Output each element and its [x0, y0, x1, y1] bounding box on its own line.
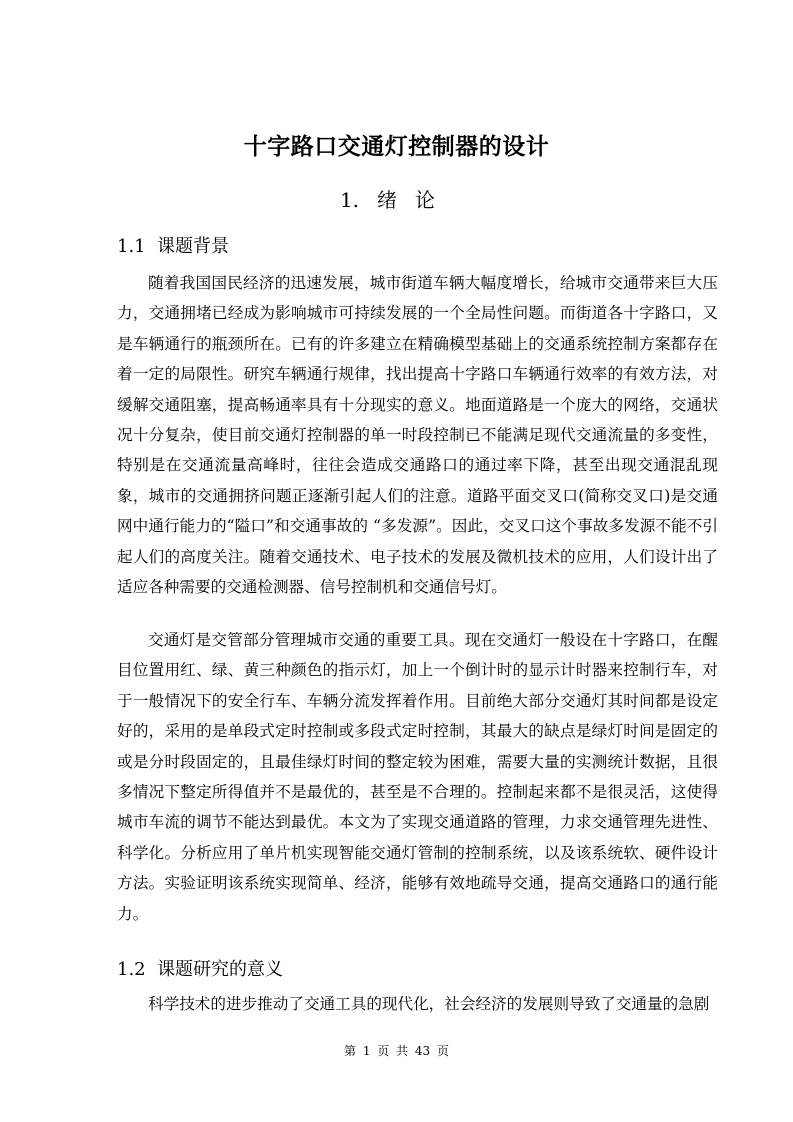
chapter-number: 1. [339, 188, 360, 212]
paragraph-background-1: 随着我国国民经济的迅速发展，城市街道车辆大幅度增长，给城市交通带来巨大压力，交通拥堵已经成为影响城市可持续发展的一个全局性问题。而街道各十字路口，又是车辆通行的瓶颈所在。已有的许多建立在精确模型基础上的交通系统控制方案都存在着一定的局限性。研究车辆通行规律，找出提高十字路口车辆通行效率的有效方法，对缓解交通阻塞，提高畅通率具有十分现实的意义。地面道路是一个庞大的网络，交通状况十分复杂，使目前交通灯控制器的单一时段控制已不能满足现代交通流量的多变性，特别是在交通流量高峰时，往往会造成交通路口的通过率下降，甚至出现交通混乱现象，城市的交通拥挤问题正逐渐引起人们的注意。道路平面交叉口(简称交叉口)是交通网中通行能力的“隘口”和交通事故的 “多发源”。因此，交叉口这个事故多发源不能不引起人们的高度关注。随着交通技术、电子技术的发展及微机技术的应用，人们设计出了适应各种需要的交通检测器、信号控制机和交通信号灯。 [117, 274, 718, 597]
chapter-name: 绪论 [377, 188, 454, 212]
paragraph-background-2: 交通灯是交管部分管理城市交通的重要工具。现在交通灯一般设在十字路口，在醒目位置用红、绿、黄三种颜色的指示灯，加上一个倒计时的显示计时器来控制行车，对于一般情况下的安全行车、车辆分流发挥着作用。目前绝大部分交通灯其时间都是设定好的，采用的是单段式定时控制或多段式定时控制，其最大的缺点是绿灯时间是固定的或是分时段固定的，且最佳绿灯时间的整定较为困难，需要大量的实测统计数据，且很多情况下整定所得值并不是最优的，甚至是不合理的。控制起来都不是很灵活，这使得城市车流的调节不能达到最优。本文为了实现交通道路的管理，力求交通管理先进性、科学化。分析应用了单片机实现智能交通灯管制的控制系统，以及该系统软、硬件设计方法。实验证明该系统实现简单、经济，能够有效地疏导交通，提高交通路口的通行能力。 [117, 631, 718, 923]
document-title: 十字路口交通灯控制器的设计 [243, 134, 550, 160]
section-title: 课题背景 [157, 236, 229, 257]
chapter-heading [0, 184, 793, 213]
section-heading-1-1 [117, 232, 229, 258]
section-number: 1.2 [117, 959, 146, 980]
paragraph-significance-1: 科学技术的进步推动了交通工具的现代化，社会经济的发展则导致了交通量的急剧 [148, 995, 710, 1013]
page-footer: 第 1 页 共 43 页 [344, 1044, 449, 1058]
section-title: 课题研究的意义 [157, 959, 283, 980]
section-heading-1-2 [117, 955, 283, 981]
section-number: 1.1 [117, 236, 146, 257]
